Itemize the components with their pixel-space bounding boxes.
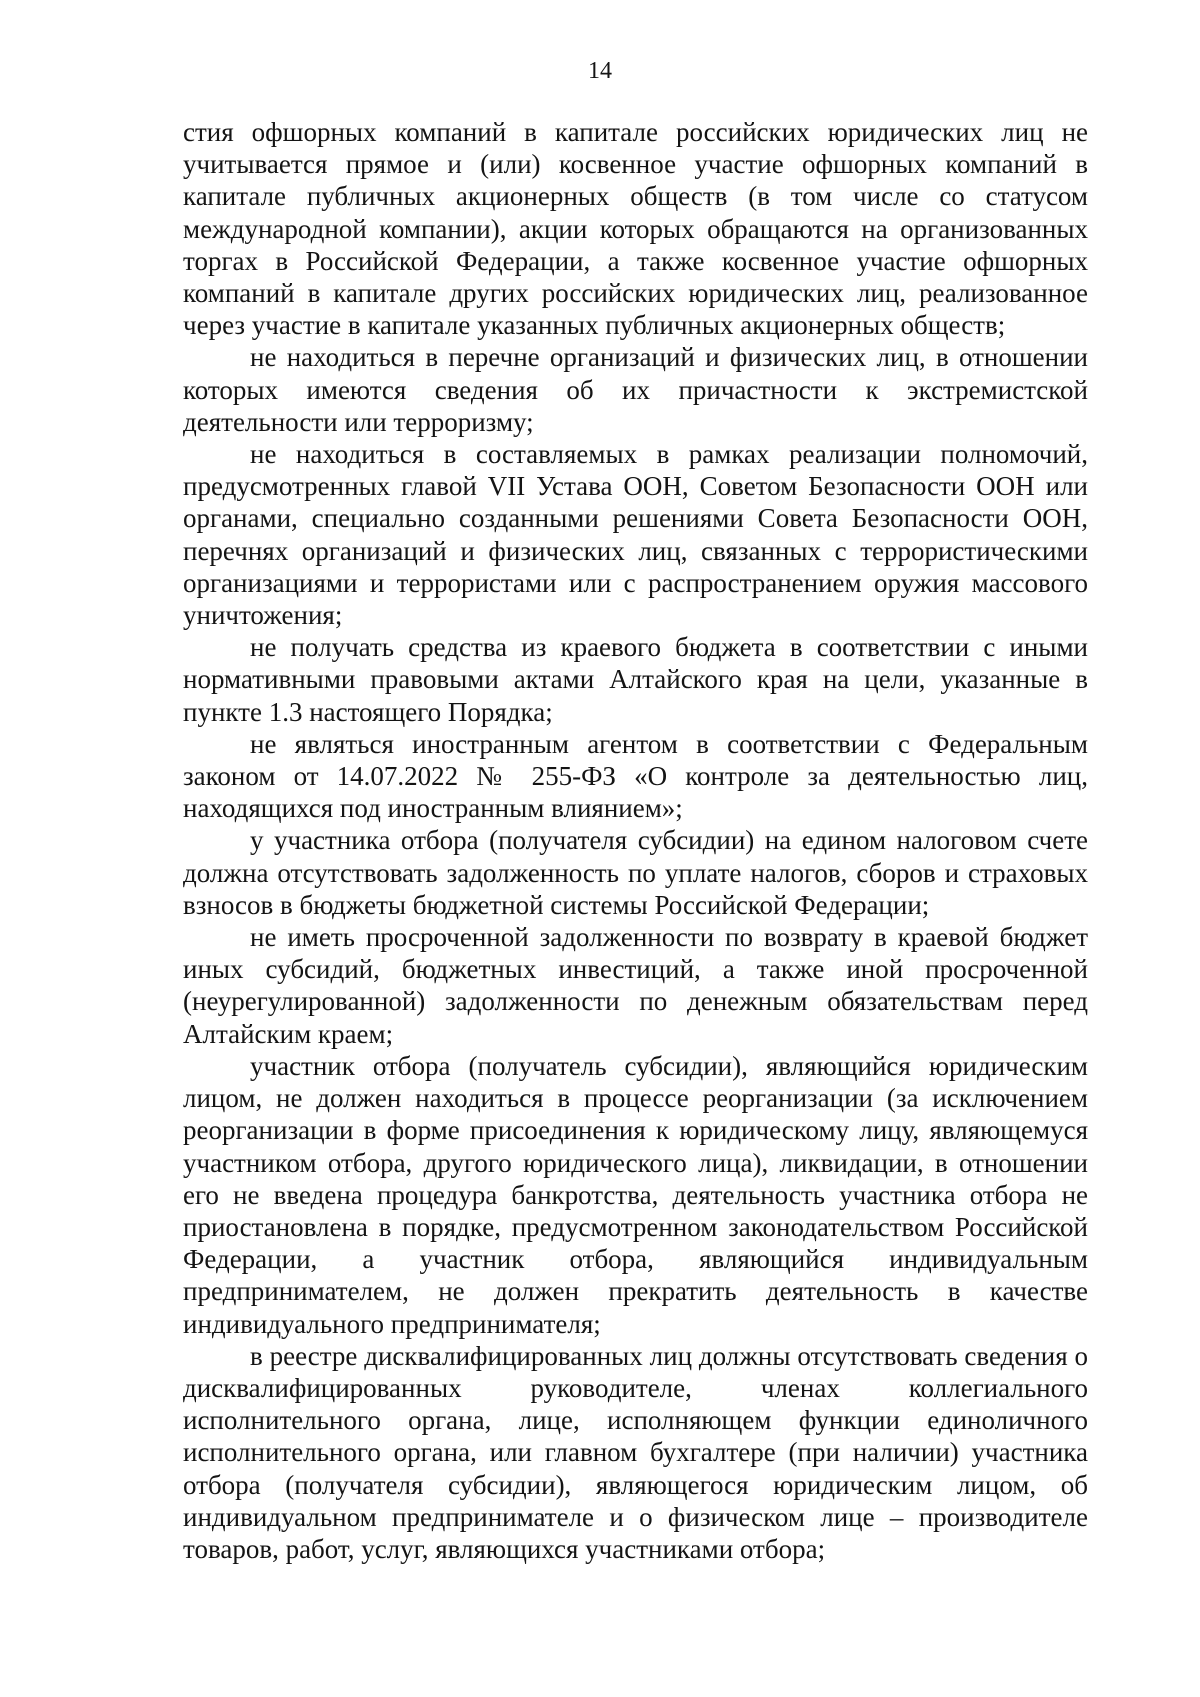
document-body <box>183 116 1088 1565</box>
page-number: 14 <box>588 58 612 84</box>
paragraph-extremism-list: не находиться в перечне организаций и физических лиц, в отношении которых имеются сведения об их причастности к экстремистской деятельности или терроризму; <box>183 342 1088 437</box>
paragraph-reorganization-liquidation: участник отбора (получатель субсидии), являющийся юридическим лицом, не должен находиться в процессе реорганизации (за исключением реорганизации в форме присоединения к юридическому лицу, являющемуся участником отбора, другого юридического лица), ликвидации, в отношении его не введена процедура банкротства, деятельность участника отбора не приостановлена в порядке, предусмотренном законодательством Российской Федерации, а участник отбора, являющийся индивидуальным предпринимателем, не должен прекратить деятельность в качестве индивидуального предпринимателя; <box>183 1050 1088 1339</box>
paragraph-overdue-debt: не иметь просроченной задолженности по возврату в краевой бюджет иных субсидий, бюджетных инвестиций, а также иной просроченной (неурегулированной) задолженности по денежным обязательствам перед Алтайским краем; <box>183 922 1088 1049</box>
paragraph-tax-debt: у участника отбора (получателя субсидии) на едином налоговом счете должна отсутствовать задолженность по уплате налогов, сборов и страховых взносов в бюджеты бюджетной системы Российской Федерации; <box>183 825 1088 920</box>
paragraph-un-security-council-lists: не находиться в составляемых в рамках реализации полномочий, предусмотренных главой VII Устава ООН, Советом Безопасности ООН или органами, специально созданными решениями Совета Безопасности ООН, перечнях организаций и физических лиц, связанных с террористическими организациями и террористами или с распространением оружия массового уничтожения; <box>183 439 1088 631</box>
paragraph-offshore-participation: стия офшорных компаний в капитале российских юридических лиц не учитывается прямое и (или) косвенное участие офшорных компаний в капитале публичных акционерных обществ (в том числе со статусом международной компании), акции которых обращаются на организованных торгах в Российской Федерации, а также косвенное участие офшорных компаний в капитале других российских юридических лиц, реализованное через участие в капитале указанных публичных акционерных обществ; <box>183 117 1088 341</box>
paragraph-no-other-regional-funds: не получать средства из краевого бюджета в соответствии с иными нормативными правовыми актами Алтайского края на цели, указанные в пункте 1.3 настоящего Порядка; <box>183 632 1088 727</box>
paragraph-disqualified-persons-registry: в реестре дисквалифицированных лиц должны отсутствовать сведения о дисквалифицированных руководителе, членах коллегиального исполнительного органа, лице, исполняющем функции единоличного исполнительного органа, или главном бухгалтере (при наличии) участника отбора (получателя субсидии), являющегося юридическим лицом, об индивидуальном предпринимателе и о физическом лице – производителе товаров, работ, услуг, являющихся участниками отбора; <box>183 1340 1088 1564</box>
paragraph-not-foreign-agent: не являться иностранным агентом в соответствии с Федеральным законом от 14.07.2022 № 255-ФЗ «О контроле за деятельностью лиц, находящихся под иностранным влиянием»; <box>183 728 1088 824</box>
